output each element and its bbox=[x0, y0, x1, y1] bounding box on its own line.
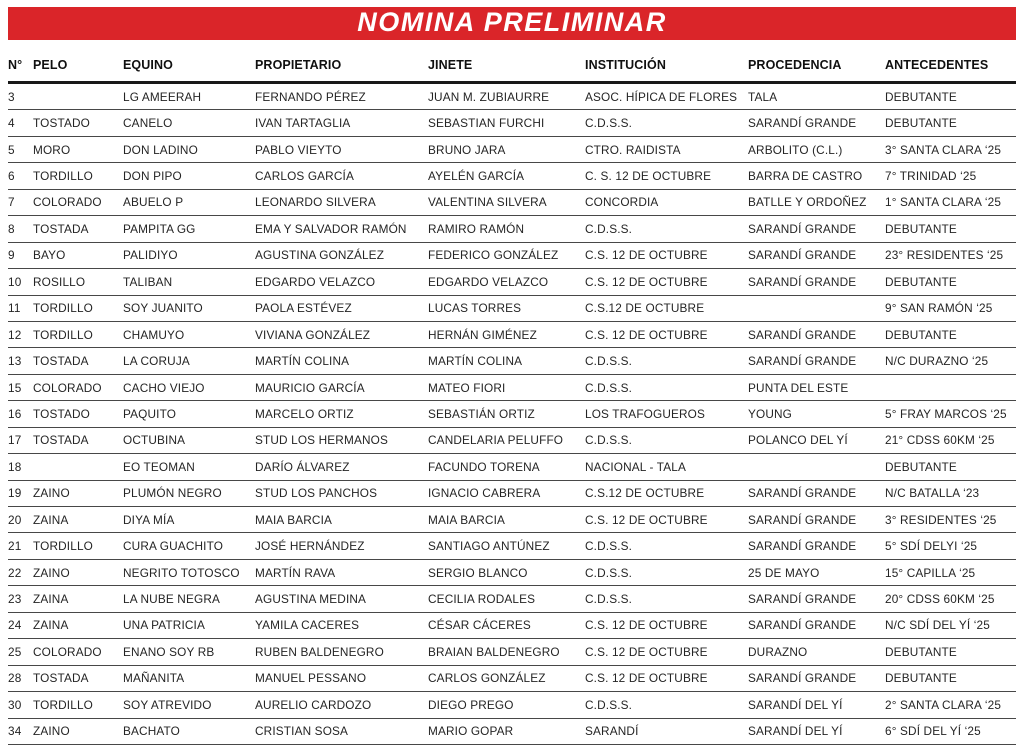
cell-equino: CHAMUYO bbox=[123, 327, 185, 342]
table-row bbox=[8, 110, 1016, 136]
cell-procedencia: 25 DE MAYO bbox=[748, 565, 820, 580]
table-row bbox=[8, 507, 1016, 533]
table-row bbox=[8, 190, 1016, 216]
table-header-row bbox=[8, 48, 1016, 84]
table-row bbox=[8, 296, 1016, 322]
cell-pelo: ZAINO bbox=[33, 486, 70, 501]
cell-jinete: SEBASTIAN FURCHI bbox=[428, 116, 545, 131]
cell-procedencia: SARANDÍ GRANDE bbox=[748, 327, 857, 342]
cell-institucion: C.D.S.S. bbox=[585, 539, 633, 554]
cell-jinete: CÉSAR CÁCERES bbox=[428, 618, 531, 633]
table-row bbox=[8, 719, 1016, 745]
cell-procedencia: SARANDÍ GRANDE bbox=[748, 512, 857, 527]
cell-procedencia: DURAZNO bbox=[748, 644, 808, 659]
page-title: NOMINA PRELIMINAR bbox=[357, 7, 667, 37]
cell-jinete: CARLOS GONZÁLEZ bbox=[428, 671, 546, 686]
cell-procedencia: POLANCO DEL YÍ bbox=[748, 433, 848, 448]
cell-jinete: BRUNO JARA bbox=[428, 142, 506, 157]
cell-equino: PALIDIYO bbox=[123, 248, 178, 263]
cell-jinete: FEDERICO GONZÁLEZ bbox=[428, 248, 559, 263]
cell-antecedentes: 3° RESIDENTES ‘25 bbox=[885, 512, 997, 527]
cell-antecedentes: 20° CDSS 60KM ‘25 bbox=[885, 592, 995, 607]
cell-institucion: LOS TRAFOGUEROS bbox=[585, 406, 706, 421]
cell-pelo: COLORADO bbox=[33, 380, 102, 395]
column-header-institucion: INSTITUCIÓN bbox=[585, 57, 666, 72]
cell-procedencia: SARANDÍ GRANDE bbox=[748, 539, 857, 554]
cell-procedencia: SARANDÍ GRANDE bbox=[748, 116, 857, 131]
cell-propietario: MARTÍN COLINA bbox=[255, 354, 350, 369]
table-row bbox=[8, 428, 1016, 454]
cell-procedencia: SARANDÍ GRANDE bbox=[748, 248, 857, 263]
cell-equino: CACHO VIEJO bbox=[123, 380, 205, 395]
cell-antecedentes: 3° SANTA CLARA ‘25 bbox=[885, 142, 1002, 157]
cell-propietario: STUD LOS HERMANOS bbox=[255, 433, 388, 448]
cell-pelo: ZAINA bbox=[33, 592, 69, 607]
table-body bbox=[8, 84, 1016, 745]
column-header-antecedentes: ANTECEDENTES bbox=[885, 57, 989, 72]
cell-institucion: SARANDÍ bbox=[585, 724, 639, 739]
cell-antecedentes: DEBUTANTE bbox=[885, 459, 957, 474]
cell-institucion: C.S. 12 DE OCTUBRE bbox=[585, 618, 708, 633]
cell-antecedentes: DEBUTANTE bbox=[885, 274, 957, 289]
cell-equino: SOY ATREVIDO bbox=[123, 697, 212, 712]
cell-antecedentes: 1° SANTA CLARA ‘25 bbox=[885, 195, 1002, 210]
cell-equino: SOY JUANITO bbox=[123, 301, 203, 316]
cell-antecedentes: DEBUTANTE bbox=[885, 89, 957, 104]
cell-numero: 25 bbox=[8, 644, 22, 659]
cell-antecedentes: 5° SDÍ DELYI ‘25 bbox=[885, 539, 978, 554]
cell-equino: EO TEOMAN bbox=[123, 459, 195, 474]
cell-antecedentes: 23° RESIDENTES ‘25 bbox=[885, 248, 1004, 263]
cell-pelo: ZAINA bbox=[33, 618, 69, 633]
cell-institucion: NACIONAL - TALA bbox=[585, 459, 687, 474]
cell-procedencia: SARANDÍ DEL YÍ bbox=[748, 697, 843, 712]
table-row bbox=[8, 243, 1016, 269]
table-row bbox=[8, 269, 1016, 295]
cell-pelo: ZAINA bbox=[33, 512, 69, 527]
cell-propietario: IVAN TARTAGLIA bbox=[255, 116, 351, 131]
cell-procedencia: SARANDÍ DEL YÍ bbox=[748, 724, 843, 739]
cell-institucion: C.S.12 DE OCTUBRE bbox=[585, 486, 705, 501]
cell-pelo: COLORADO bbox=[33, 195, 102, 210]
cell-numero: 16 bbox=[8, 406, 22, 421]
cell-numero: 8 bbox=[8, 221, 15, 236]
cell-equino: TALIBAN bbox=[123, 274, 173, 289]
cell-jinete: VALENTINA SILVERA bbox=[428, 195, 547, 210]
cell-institucion: C.S. 12 DE OCTUBRE bbox=[585, 671, 708, 686]
cell-institucion: C.D.S.S. bbox=[585, 697, 633, 712]
cell-antecedentes: 5° FRAY MARCOS ‘25 bbox=[885, 406, 1007, 421]
cell-jinete: SEBASTIÁN ORTIZ bbox=[428, 406, 535, 421]
table-row bbox=[8, 533, 1016, 559]
cell-equino: LA CORUJA bbox=[123, 354, 190, 369]
cell-propietario: LEONARDO SILVERA bbox=[255, 195, 376, 210]
cell-equino: UNA PATRICIA bbox=[123, 618, 205, 633]
cell-numero: 3 bbox=[8, 89, 15, 104]
table-row bbox=[8, 692, 1016, 718]
cell-institucion: CTRO. RAIDISTA bbox=[585, 142, 681, 157]
cell-jinete: MATEO FIORI bbox=[428, 380, 506, 395]
cell-pelo: ROSILLO bbox=[33, 274, 86, 289]
table-row bbox=[8, 216, 1016, 242]
cell-jinete: CECILIA RODALES bbox=[428, 592, 536, 607]
cell-institucion: C.D.S.S. bbox=[585, 354, 633, 369]
cell-jinete: JUAN M. ZUBIAURRE bbox=[428, 89, 550, 104]
column-header-jinete: JINETE bbox=[428, 57, 473, 72]
cell-jinete: DIEGO PREGO bbox=[428, 697, 514, 712]
cell-equino: ENANO SOY RB bbox=[123, 644, 215, 659]
cell-equino: MAÑANITA bbox=[123, 671, 185, 686]
cell-pelo: TORDILLO bbox=[33, 327, 93, 342]
table-row bbox=[8, 666, 1016, 692]
cell-institucion: C.S. 12 DE OCTUBRE bbox=[585, 248, 708, 263]
cell-pelo: COLORADO bbox=[33, 644, 102, 659]
cell-numero: 4 bbox=[8, 116, 15, 131]
cell-institucion: C.S. 12 DE OCTUBRE bbox=[585, 327, 708, 342]
cell-propietario: DARÍO ÁLVAREZ bbox=[255, 459, 350, 474]
cell-pelo: TORDILLO bbox=[33, 301, 93, 316]
cell-numero: 6 bbox=[8, 169, 15, 184]
cell-numero: 11 bbox=[8, 301, 21, 316]
cell-equino: LG AMEERAH bbox=[123, 89, 202, 104]
column-header-procedencia: PROCEDENCIA bbox=[748, 57, 842, 72]
column-header-equino: EQUINO bbox=[123, 57, 173, 72]
cell-numero: 13 bbox=[8, 354, 22, 369]
cell-institucion: C.D.S.S. bbox=[585, 565, 633, 580]
cell-pelo: MORO bbox=[33, 142, 71, 157]
cell-numero: 10 bbox=[8, 274, 22, 289]
cell-numero: 24 bbox=[8, 618, 22, 633]
cell-antecedentes: DEBUTANTE bbox=[885, 116, 957, 131]
cell-institucion: C.D.S.S. bbox=[585, 380, 633, 395]
cell-numero: 7 bbox=[8, 195, 15, 210]
cell-propietario: CARLOS GARCÍA bbox=[255, 169, 354, 184]
cell-numero: 17 bbox=[8, 433, 22, 448]
cell-pelo: TOSTADA bbox=[33, 354, 89, 369]
cell-antecedentes: N/C DURAZNO ‘25 bbox=[885, 354, 989, 369]
cell-propietario: AGUSTINA GONZÁLEZ bbox=[255, 248, 385, 263]
cell-propietario: YAMILA CACERES bbox=[255, 618, 360, 633]
cell-pelo: ZAINO bbox=[33, 565, 70, 580]
cell-antecedentes: 15° CAPILLA ‘25 bbox=[885, 565, 976, 580]
cell-procedencia: SARANDÍ GRANDE bbox=[748, 592, 857, 607]
cell-propietario: MARCELO ORTIZ bbox=[255, 406, 354, 421]
table-row bbox=[8, 481, 1016, 507]
cell-propietario: EDGARDO VELAZCO bbox=[255, 274, 376, 289]
cell-propietario: MARTÍN RAVA bbox=[255, 565, 336, 580]
title-banner bbox=[8, 7, 1016, 40]
cell-jinete: RAMIRO RAMÓN bbox=[428, 221, 525, 236]
cell-procedencia: ARBOLITO (C.L.) bbox=[748, 142, 843, 157]
cell-antecedentes: DEBUTANTE bbox=[885, 221, 957, 236]
cell-institucion: ASOC. HÍPICA DE FLORES bbox=[585, 89, 738, 104]
cell-propietario: VIVIANA GONZÁLEZ bbox=[255, 327, 371, 342]
cell-institucion: C.S. 12 DE OCTUBRE bbox=[585, 512, 708, 527]
cell-institucion: C.D.S.S. bbox=[585, 592, 633, 607]
cell-jinete: MARTÍN COLINA bbox=[428, 354, 523, 369]
cell-numero: 12 bbox=[8, 327, 22, 342]
table-row bbox=[8, 375, 1016, 401]
cell-procedencia: YOUNG bbox=[748, 406, 793, 421]
cell-pelo: TOSTADA bbox=[33, 433, 89, 448]
cell-jinete: FACUNDO TORENA bbox=[428, 459, 540, 474]
cell-numero: 22 bbox=[8, 565, 22, 580]
cell-propietario: MAIA BARCIA bbox=[255, 512, 333, 527]
table-row bbox=[8, 84, 1016, 110]
cell-institucion: C.D.S.S. bbox=[585, 116, 633, 131]
cell-procedencia: SARANDÍ GRANDE bbox=[748, 221, 857, 236]
table-row bbox=[8, 401, 1016, 427]
cell-equino: PLUMÓN NEGRO bbox=[123, 486, 222, 501]
table-row bbox=[8, 348, 1016, 374]
cell-procedencia: SARANDÍ GRANDE bbox=[748, 486, 857, 501]
cell-equino: CURA GUACHITO bbox=[123, 539, 224, 554]
cell-antecedentes: N/C SDÍ DEL YÍ ‘25 bbox=[885, 618, 990, 633]
table-row bbox=[8, 560, 1016, 586]
column-header-pelo: PELO bbox=[33, 57, 68, 72]
cell-jinete: MAIA BARCIA bbox=[428, 512, 506, 527]
table-row bbox=[8, 137, 1016, 163]
cell-equino: DON LADINO bbox=[123, 142, 198, 157]
cell-jinete: SANTIAGO ANTÚNEZ bbox=[428, 539, 550, 554]
cell-procedencia: SARANDÍ GRANDE bbox=[748, 354, 857, 369]
cell-propietario: EMA Y SALVADOR RAMÓN bbox=[255, 221, 407, 236]
cell-numero: 19 bbox=[8, 486, 22, 501]
cell-procedencia: PUNTA DEL ESTE bbox=[748, 380, 849, 395]
cell-procedencia: SARANDÍ GRANDE bbox=[748, 274, 857, 289]
roster-table bbox=[8, 48, 1016, 745]
table-row bbox=[8, 613, 1016, 639]
cell-pelo: TOSTADO bbox=[33, 116, 90, 131]
cell-procedencia: BARRA DE CASTRO bbox=[748, 169, 863, 184]
cell-pelo: TOSTADA bbox=[33, 221, 89, 236]
cell-propietario: STUD LOS PANCHOS bbox=[255, 486, 378, 501]
cell-equino: BACHATO bbox=[123, 724, 180, 739]
cell-numero: 9 bbox=[8, 248, 15, 263]
cell-propietario: PAOLA ESTÉVEZ bbox=[255, 301, 352, 316]
cell-propietario: PABLO VIEYTO bbox=[255, 142, 342, 157]
cell-jinete: HERNÁN GIMÉNEZ bbox=[428, 327, 537, 342]
cell-antecedentes: 2° SANTA CLARA ‘25 bbox=[885, 697, 1002, 712]
cell-pelo: BAYO bbox=[33, 248, 66, 263]
cell-procedencia: BATLLE Y ORDOÑEZ bbox=[748, 195, 867, 210]
cell-numero: 21 bbox=[8, 539, 22, 554]
cell-numero: 18 bbox=[8, 459, 22, 474]
cell-pelo: TOSTADA bbox=[33, 671, 89, 686]
table-row bbox=[8, 454, 1016, 480]
cell-antecedentes: DEBUTANTE bbox=[885, 671, 957, 686]
cell-institucion: C.S. 12 DE OCTUBRE bbox=[585, 644, 708, 659]
cell-numero: 23 bbox=[8, 592, 22, 607]
cell-equino: LA NUBE NEGRA bbox=[123, 592, 221, 607]
cell-jinete: SERGIO BLANCO bbox=[428, 565, 528, 580]
cell-numero: 20 bbox=[8, 512, 22, 527]
cell-equino: DIYA MÍA bbox=[123, 512, 175, 527]
cell-numero: 28 bbox=[8, 671, 22, 686]
table-row bbox=[8, 163, 1016, 189]
cell-equino: CANELO bbox=[123, 116, 173, 131]
cell-antecedentes: 9° SAN RAMÓN ‘25 bbox=[885, 301, 993, 316]
cell-antecedentes: 21° CDSS 60KM ‘25 bbox=[885, 433, 995, 448]
cell-equino: NEGRITO TOTOSCO bbox=[123, 565, 240, 580]
column-header-propietario: PROPIETARIO bbox=[255, 57, 342, 72]
cell-jinete: MARIO GOPAR bbox=[428, 724, 514, 739]
cell-equino: PAQUITO bbox=[123, 406, 177, 421]
cell-jinete: CANDELARIA PELUFFO bbox=[428, 433, 564, 448]
cell-propietario: CRISTIAN SOSA bbox=[255, 724, 349, 739]
table-row bbox=[8, 322, 1016, 348]
cell-jinete: EDGARDO VELAZCO bbox=[428, 274, 549, 289]
table-row bbox=[8, 586, 1016, 612]
cell-propietario: JOSÉ HERNÁNDEZ bbox=[255, 539, 365, 554]
cell-equino: PAMPITA GG bbox=[123, 221, 196, 236]
cell-institucion: C.S.12 DE OCTUBRE bbox=[585, 301, 705, 316]
cell-institucion: C.D.S.S. bbox=[585, 433, 633, 448]
cell-antecedentes: N/C BATALLA ‘23 bbox=[885, 486, 980, 501]
cell-equino: DON PIPO bbox=[123, 169, 182, 184]
cell-jinete: BRAIAN BALDENEGRO bbox=[428, 644, 560, 659]
cell-institucion: C.S. 12 DE OCTUBRE bbox=[585, 274, 708, 289]
cell-numero: 15 bbox=[8, 380, 22, 395]
cell-institucion: C.D.S.S. bbox=[585, 221, 633, 236]
cell-antecedentes: DEBUTANTE bbox=[885, 644, 957, 659]
cell-propietario: AURELIO CARDOZO bbox=[255, 697, 372, 712]
cell-pelo: TORDILLO bbox=[33, 539, 93, 554]
cell-antecedentes: 6° SDÍ DEL YÍ ‘25 bbox=[885, 724, 981, 739]
cell-procedencia: SARANDÍ GRANDE bbox=[748, 618, 857, 633]
cell-institucion: C. S. 12 DE OCTUBRE bbox=[585, 169, 712, 184]
cell-propietario: MAURICIO GARCÍA bbox=[255, 380, 365, 395]
cell-jinete: LUCAS TORRES bbox=[428, 301, 522, 316]
cell-jinete: IGNACIO CABRERA bbox=[428, 486, 541, 501]
cell-pelo: TORDILLO bbox=[33, 169, 93, 184]
cell-pelo: TORDILLO bbox=[33, 697, 93, 712]
cell-antecedentes: DEBUTANTE bbox=[885, 327, 957, 342]
cell-numero: 5 bbox=[8, 142, 15, 157]
column-header-numero: N° bbox=[8, 57, 23, 72]
cell-equino: OCTUBINA bbox=[123, 433, 186, 448]
cell-propietario: FERNANDO PÉREZ bbox=[255, 89, 366, 104]
cell-procedencia: TALA bbox=[748, 89, 778, 104]
cell-equino: ABUELO P bbox=[123, 195, 184, 210]
table-row bbox=[8, 639, 1016, 665]
cell-institucion: CONCORDIA bbox=[585, 195, 659, 210]
cell-pelo: ZAINO bbox=[33, 724, 70, 739]
cell-propietario: RUBEN BALDENEGRO bbox=[255, 644, 384, 659]
cell-procedencia: SARANDÍ GRANDE bbox=[748, 671, 857, 686]
cell-numero: 34 bbox=[8, 724, 22, 739]
cell-propietario: AGUSTINA MEDINA bbox=[255, 592, 367, 607]
cell-numero: 30 bbox=[8, 697, 22, 712]
cell-antecedentes: 7° TRINIDAD ‘25 bbox=[885, 169, 977, 184]
cell-pelo: TOSTADO bbox=[33, 406, 90, 421]
cell-propietario: MANUEL PESSANO bbox=[255, 671, 367, 686]
cell-jinete: AYELÉN GARCÍA bbox=[428, 169, 525, 184]
